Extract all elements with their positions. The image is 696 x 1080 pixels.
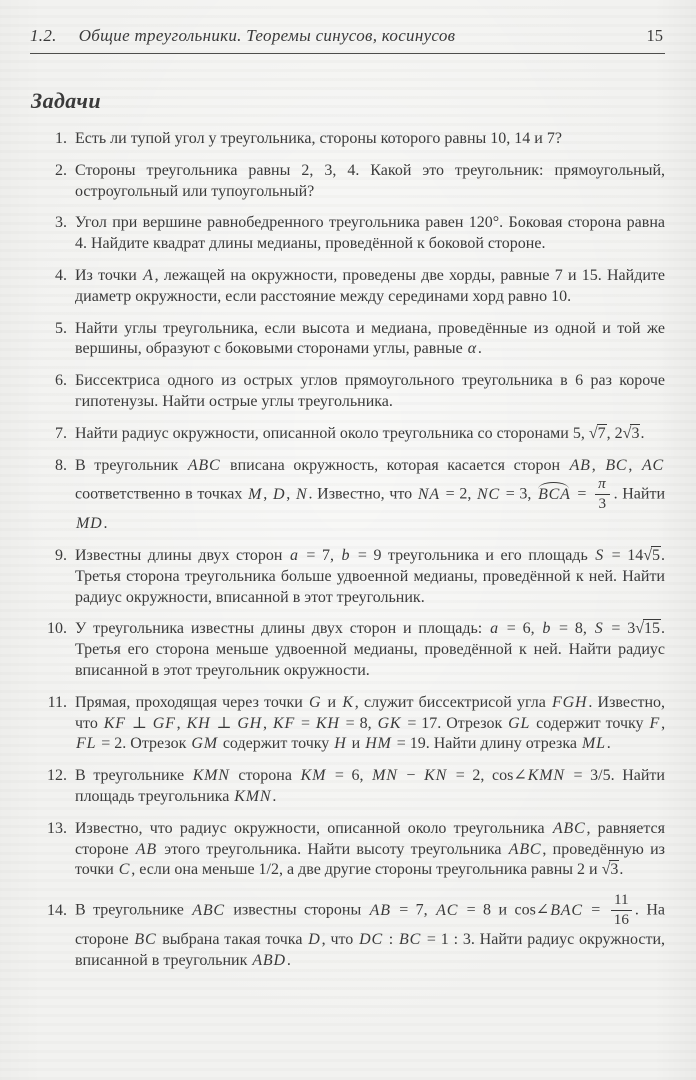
math-var: KMN (234, 787, 272, 805)
text-run: В треугольнике (75, 767, 192, 785)
text-run: содержит точку (531, 714, 649, 732)
radical-sign: √ (588, 424, 598, 442)
math-var: AC (641, 456, 665, 474)
text-run: = 8, (340, 714, 377, 732)
math-var: AB (369, 901, 391, 919)
math-var: K (342, 693, 354, 711)
problem-item (30, 266, 665, 308)
math-var: GK (377, 714, 402, 732)
math-var: M (248, 485, 263, 503)
text-run: Стороны треугольника равны 2, 3, 4. Какой это треугольник: прямоугольный, остроугольный или тупоугольный? (75, 161, 665, 200)
text-run: = (296, 714, 315, 732)
radical-sign: √ (643, 546, 653, 564)
problem-text (75, 693, 665, 755)
text-run: . Третья сторона треугольника больше удвоенной медианы, проведённой к ней. Найти радиус окружности, вписанной в этот треугольник. (75, 546, 666, 606)
text-run: . (286, 951, 291, 969)
math-var: GM (191, 735, 218, 753)
math-var: AB (569, 456, 591, 474)
text-run: и (347, 735, 365, 753)
fraction-numerator: 11 (611, 892, 632, 910)
angle-hat-expression: BCA (538, 485, 571, 503)
problem-text (75, 213, 665, 255)
fraction (611, 892, 632, 928)
sqrt-expression (643, 547, 661, 564)
math-var: A (143, 266, 154, 284)
problem-number: 4. (55, 266, 67, 284)
fraction-denominator: 16 (613, 910, 629, 928)
radical-sign: √ (622, 424, 632, 442)
text-run: − (398, 767, 424, 785)
problem-text (75, 424, 665, 445)
text-run: = 1 : 3. Найти радиус окружности, вписанной в треугольник (75, 930, 666, 969)
math-var: BAC (550, 901, 583, 919)
math-var: GH (237, 714, 263, 732)
text-run: . (619, 861, 624, 879)
math-var: D (308, 930, 321, 948)
text-run: . Известно, что (308, 485, 417, 503)
math-var: MD (76, 515, 103, 533)
text-run: . (477, 340, 482, 358)
problem-text (75, 456, 665, 535)
math-var: S (595, 546, 605, 564)
problem-text (75, 129, 665, 150)
sqrt-expression (589, 425, 607, 442)
text-run: = 7, (299, 546, 341, 564)
math-var: AB (135, 840, 157, 858)
text-run: Известно, что радиус окружности, описанной около треугольника (75, 819, 552, 837)
math-var: N (296, 485, 308, 503)
problem-text (75, 819, 665, 881)
problem-item (30, 693, 665, 755)
problem-item (30, 424, 665, 445)
text-run: . (640, 424, 645, 442)
math-var: KMN (527, 767, 565, 785)
text-run: , (263, 485, 272, 503)
math-var: NA (417, 485, 440, 503)
text-run: , (263, 714, 272, 732)
problem-item (30, 371, 665, 413)
math-var: BC (399, 930, 422, 948)
text-run: В треугольник (75, 456, 187, 474)
text-run: , (628, 456, 641, 474)
sqrt-expression (623, 425, 641, 442)
problem-text (75, 161, 665, 203)
math-var: KN (424, 767, 448, 785)
math-var: FL (76, 735, 97, 753)
text-run: = 9 треугольника и его площадь (351, 546, 595, 564)
text-run: вписана окружность, которая касается сторон (221, 456, 569, 474)
math-var: KMN (192, 767, 230, 785)
text-run: Есть ли тупой угол у треугольника, стороны которого равны 10, 14 и 7? (75, 130, 562, 147)
text-run: . Известно, что (75, 693, 666, 732)
problem-item (30, 456, 665, 535)
math-var: BC (605, 456, 628, 474)
radicand: 15 (644, 620, 661, 638)
problem-item (30, 129, 665, 150)
math-var: ABC (508, 840, 542, 858)
text-run: , служит биссектрисой угла (354, 693, 552, 711)
problem-text (75, 546, 665, 608)
header-title: Общие треугольники. Теоремы синусов, косинусов (78, 26, 456, 45)
text-run: , (286, 485, 295, 503)
text-run: = 14 (605, 546, 644, 564)
page-number: 15 (646, 26, 663, 45)
math-var: ML (581, 735, 606, 753)
text-run: = 8, (552, 620, 594, 638)
math-var: GL (508, 714, 531, 732)
text-run: ⊥ (126, 714, 152, 732)
text-run: = 3, (501, 485, 537, 503)
text-run: = 3 (604, 620, 636, 638)
running-header (30, 26, 665, 54)
problem-text (75, 319, 665, 361)
problem-item (30, 161, 665, 203)
problem-number: 9. (55, 546, 67, 564)
text-run: = 8 и cos∠ (459, 901, 550, 919)
problem-number: 1. (55, 130, 67, 147)
problem-number: 14. (47, 901, 67, 919)
math-var: F (649, 714, 661, 732)
text-run: , (591, 456, 605, 474)
problem-item (30, 619, 665, 681)
problem-item (30, 819, 665, 881)
math-var: DC (359, 930, 383, 948)
text-run: У треугольника известны длины двух сторон и площадь: (75, 620, 490, 638)
text-run: = 6, (327, 767, 372, 785)
text-run: этого треугольника. Найти высоту треугольника (157, 840, 508, 858)
text-run: , равняется стороне (75, 819, 666, 858)
problem-number: 13. (47, 819, 67, 837)
fraction (594, 476, 610, 512)
text-run: , 2 (606, 424, 623, 442)
text-run: Угол при вершине равнобедренного треугольника равен 120°. Боковая сторона равна 4. Найдите квадрат длины медианы, проведённой к боковой стороне. (75, 214, 665, 253)
text-run: = 2, cos∠ (448, 767, 527, 785)
problem-item (30, 546, 665, 608)
problem-item (30, 319, 665, 361)
section-heading: Задачи (31, 88, 102, 113)
problem-number: 3. (55, 214, 67, 232)
text-run: = 2, (440, 485, 477, 503)
math-var: a (290, 546, 299, 564)
math-var: GF (152, 714, 176, 732)
text-run: Прямая, проходящая через точки (75, 693, 309, 711)
math-var: KF (103, 714, 126, 732)
text-run: . На стороне (75, 901, 666, 948)
text-run: . Найти (613, 485, 666, 503)
math-var: KH (315, 714, 340, 732)
math-var: FGH (552, 693, 588, 711)
problem-number: 11. (47, 693, 67, 711)
text-run: ⊥ (211, 714, 237, 732)
problem-list (30, 129, 665, 972)
problem-text (75, 619, 665, 681)
text-run: сторона (230, 767, 300, 785)
text-run: = 17. Отрезок (402, 714, 508, 732)
text-run: , проведённую из точки (75, 840, 666, 879)
math-var: ABD (252, 951, 286, 969)
math-var: G (309, 693, 322, 711)
math-var: HM (365, 735, 392, 753)
problem-text (75, 892, 665, 971)
section-number: 1.2. (30, 26, 57, 45)
math-var: NC (477, 485, 500, 503)
problem-number: 12. (47, 767, 67, 785)
fraction-numerator: π (595, 476, 609, 494)
math-var: AC (436, 901, 459, 919)
math-var: b (542, 620, 552, 638)
text-run: Биссектриса одного из острых углов прямоугольного треугольника в 6 раз короче гипотенузы. Найти острые углы треугольника. (75, 372, 665, 410)
problem-number: 10. (47, 620, 67, 638)
math-var: MN (372, 767, 398, 785)
fraction-denominator: 3 (598, 494, 607, 512)
text-run: = 19. Найти длину отрезка (392, 735, 581, 753)
math-var: C (118, 861, 131, 879)
text-run: , что (321, 930, 359, 948)
math-var: a (490, 620, 499, 638)
text-run: . (272, 787, 277, 805)
math-var: S (594, 620, 604, 638)
text-run: = 2. Отрезок (97, 735, 191, 753)
problem-number: 2. (55, 161, 67, 179)
math-var: KH (186, 714, 211, 732)
text-run: известны стороны (225, 901, 369, 919)
text-run: . Третья его сторона меньше удвоенной медианы, проведённой к ней. Найти радиус вписанной в этот треугольник окружности. (75, 620, 666, 679)
math-var: ABC (552, 819, 586, 837)
problem-text (75, 266, 665, 308)
text-run: . (103, 515, 108, 533)
math-var: BC (134, 930, 157, 948)
math-var: KM (300, 767, 327, 785)
text-run: Известны длины двух сторон (75, 546, 290, 564)
problem-text (75, 371, 665, 413)
text-run: = 6, (499, 620, 542, 638)
problem-number: 7. (55, 424, 67, 442)
text-run: Найти углы треугольника, если высота и медиана, проведённые из одной и той же вершины, образуют с боковыми сторонами углы, равные (75, 319, 665, 358)
math-var: KF (272, 714, 296, 732)
problem-item (30, 766, 665, 808)
radical-sign: √ (635, 620, 645, 638)
math-var: ABC (187, 456, 221, 474)
math-var: D (272, 485, 286, 503)
text-run: = (572, 485, 592, 503)
radicand: 7 (597, 424, 606, 442)
sqrt-expression (635, 620, 661, 637)
text-run: соответственно в точках (75, 485, 248, 503)
math-var: α (467, 340, 477, 358)
text-run: , лежащей на окружности, проведены две хорды, равные 7 и 15. Найдите диаметр окружности, если расстояние между серединами хорд равно 10. (75, 266, 666, 305)
text-run: Найти радиус окружности, описанной около треугольника со сторонами 5, (75, 424, 589, 442)
math-var: ABC (192, 901, 225, 919)
problem-number: 5. (55, 319, 67, 337)
header-left (30, 26, 455, 46)
text-run: = 3/5. Найти площадь треугольника (75, 767, 665, 805)
radicand: 3 (610, 861, 619, 879)
problem-item (30, 892, 665, 971)
radicand: 5 (652, 546, 661, 564)
problem-number: 8. (55, 456, 67, 474)
text-run: В треугольнике (75, 901, 192, 919)
text-run: . (606, 735, 611, 753)
text-run: содержит точку (218, 735, 334, 753)
text-run: , (176, 714, 186, 732)
problem-text (75, 766, 665, 808)
text-run: выбрана такая точка (157, 930, 308, 948)
math-var: b (341, 546, 351, 564)
text-run: , (661, 714, 666, 732)
text-run: = 7, (391, 901, 436, 919)
problem-item (30, 213, 665, 255)
radicand: 3 (631, 424, 640, 442)
sqrt-expression (602, 861, 620, 878)
text-run: и (322, 693, 342, 711)
text-run: : (383, 930, 399, 948)
math-var: H (334, 735, 347, 753)
problem-number: 6. (55, 372, 67, 390)
text-run: = (583, 901, 608, 919)
text-run: Из точки (75, 266, 143, 284)
radical-sign: √ (601, 861, 611, 879)
text-run: , если она меньше 1/2, а две другие стороны треугольника равны 2 и (131, 861, 602, 879)
